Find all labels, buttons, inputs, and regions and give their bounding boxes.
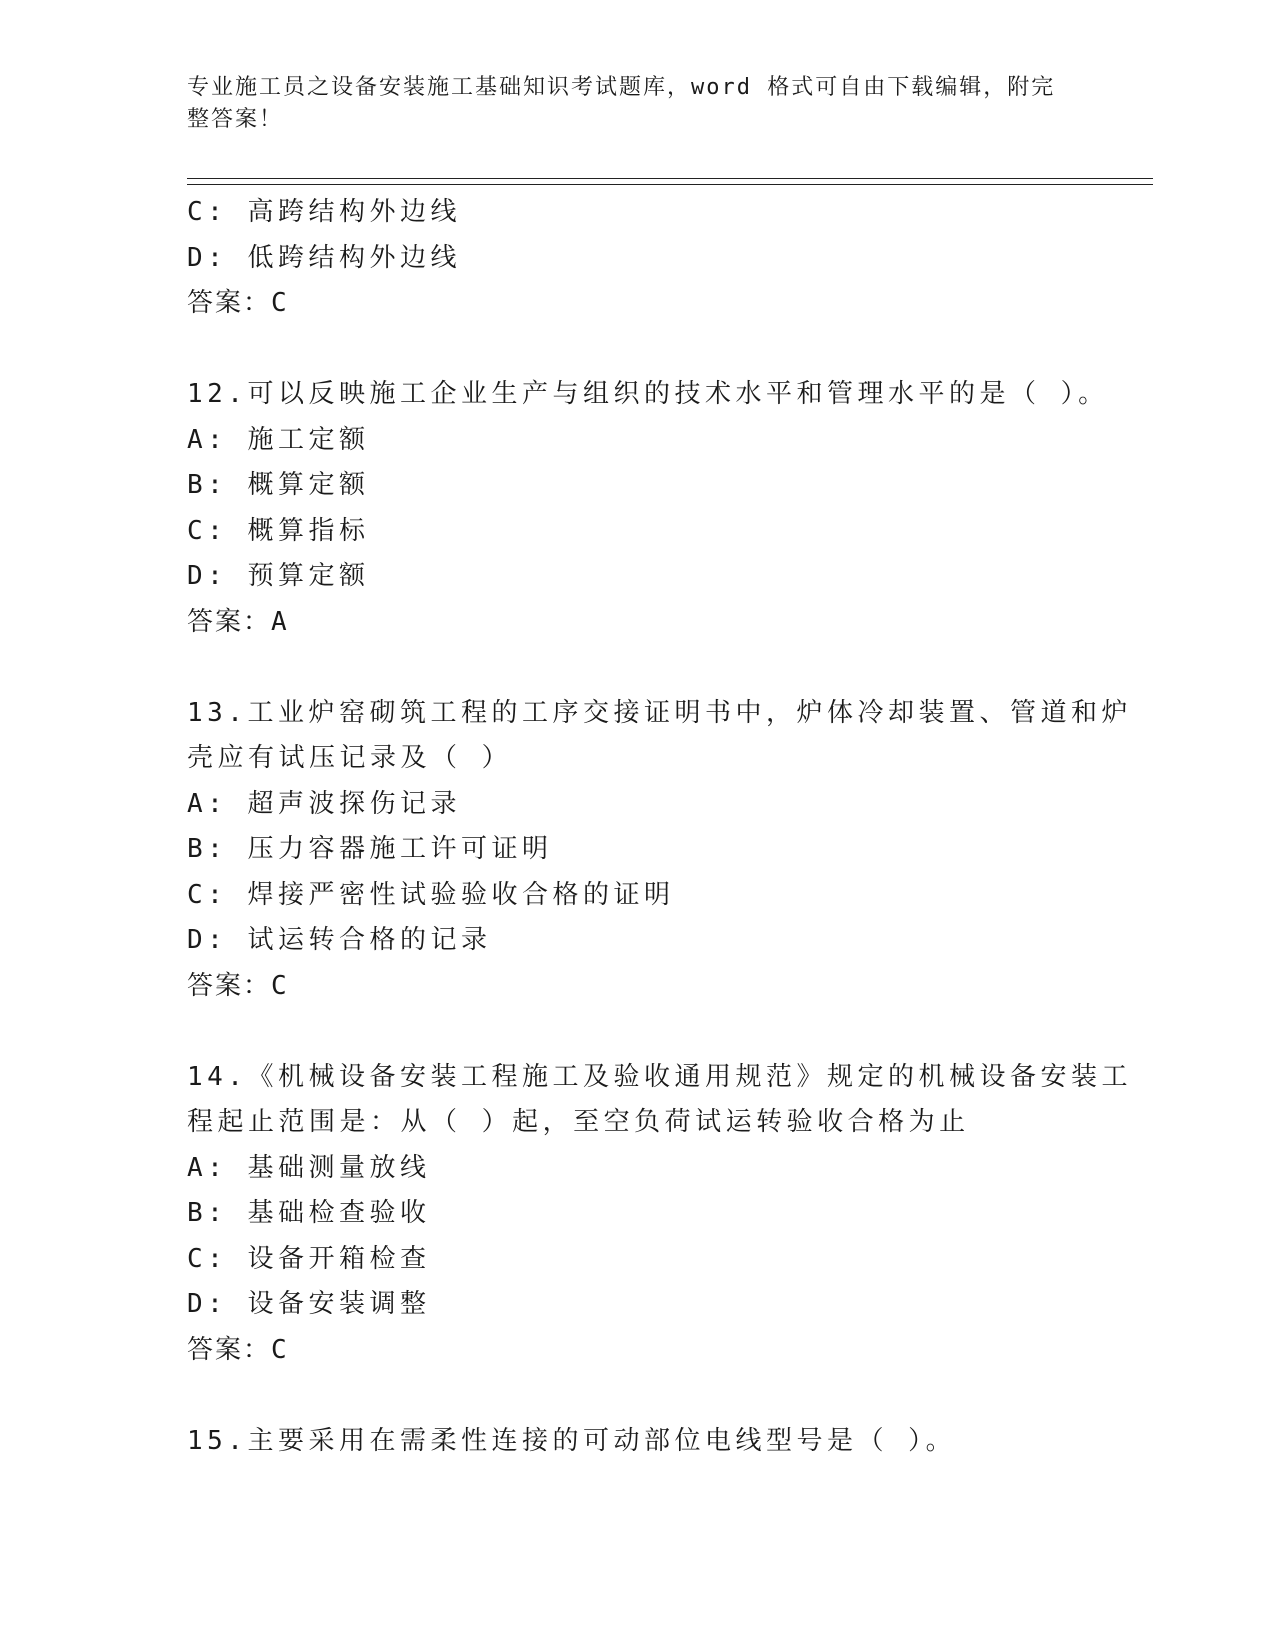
option-c: C: 概算指标 — [187, 515, 370, 546]
header-divider — [187, 178, 1153, 185]
answer-label: 答案： — [187, 288, 272, 318]
option-c: C: 设备开箱检查 — [187, 1243, 431, 1274]
page-header — [187, 72, 1067, 136]
option-c: C: 焊接严密性试验验收合格的证明 — [187, 879, 675, 910]
answer-line — [187, 281, 1087, 327]
question-14 — [187, 1055, 1132, 1374]
question-stem-line-2: 程起止范围是：从（ ）起，至空负荷试运转验收合格为止 — [187, 1107, 970, 1137]
option-d: D: 预算定额 — [187, 561, 370, 591]
question-stem: 15.主要采用在需柔性连接的可动部位电线型号是（ ）。 — [187, 1425, 957, 1456]
spacer — [187, 645, 1087, 691]
header-line-1: 专业施工员之设备安装施工基础知识考试题库，word 格式可自由下载编辑，附完 — [187, 75, 1056, 100]
question-stem: 12.可以反映施工企业生产与组织的技术水平和管理水平的是（ ）。 — [187, 379, 1109, 409]
option-d: D: 设备安装调整 — [187, 1289, 431, 1319]
option-b: B: 基础检查验收 — [187, 1198, 431, 1228]
answer-label: 答案： — [187, 606, 272, 637]
answer-line — [187, 600, 1087, 646]
option-a: A: 基础测量放线 — [187, 1152, 431, 1183]
question-12 — [187, 372, 1109, 645]
answer-value: C — [271, 970, 289, 1001]
answer-value: C — [271, 1334, 289, 1365]
question-list — [187, 190, 1132, 1464]
answer-label: 答案： — [187, 1334, 272, 1365]
spacer — [187, 1009, 1087, 1055]
question-13 — [187, 691, 1132, 1010]
question-15 — [187, 1419, 1087, 1465]
answer-label: 答案： — [187, 970, 272, 1001]
option-a: A: 施工定额 — [187, 424, 370, 455]
question-stem-line-2: 壳应有试压记录及（ ） — [187, 743, 513, 773]
option-b: B: 概算定额 — [187, 470, 370, 500]
option-d: D: 低跨结构外边线 — [187, 242, 461, 273]
option-d: D: 试运转合格的记录 — [187, 925, 492, 955]
option-a: A: 超声波探伤记录 — [187, 788, 461, 819]
header-line-2: 整答案！ — [187, 107, 284, 132]
answer-value: A — [271, 606, 289, 637]
option-c: C: 高跨结构外边线 — [187, 197, 461, 227]
question-stem-line-1: 13.工业炉窑砌筑工程的工序交接证明书中，炉体冷却装置、管道和炉 — [187, 697, 1132, 728]
spacer — [187, 1373, 1087, 1419]
question-stem-line-1: 14.《机械设备安装工程施工及验收通用规范》规定的机械设备安装工 — [187, 1061, 1132, 1092]
answer-value: C — [271, 288, 289, 318]
option-b: B: 压力容器施工许可证明 — [187, 834, 553, 864]
answer-line — [187, 964, 1087, 1010]
carryover-question — [187, 190, 1087, 327]
spacer — [187, 327, 1087, 373]
answer-line — [187, 1328, 1087, 1374]
